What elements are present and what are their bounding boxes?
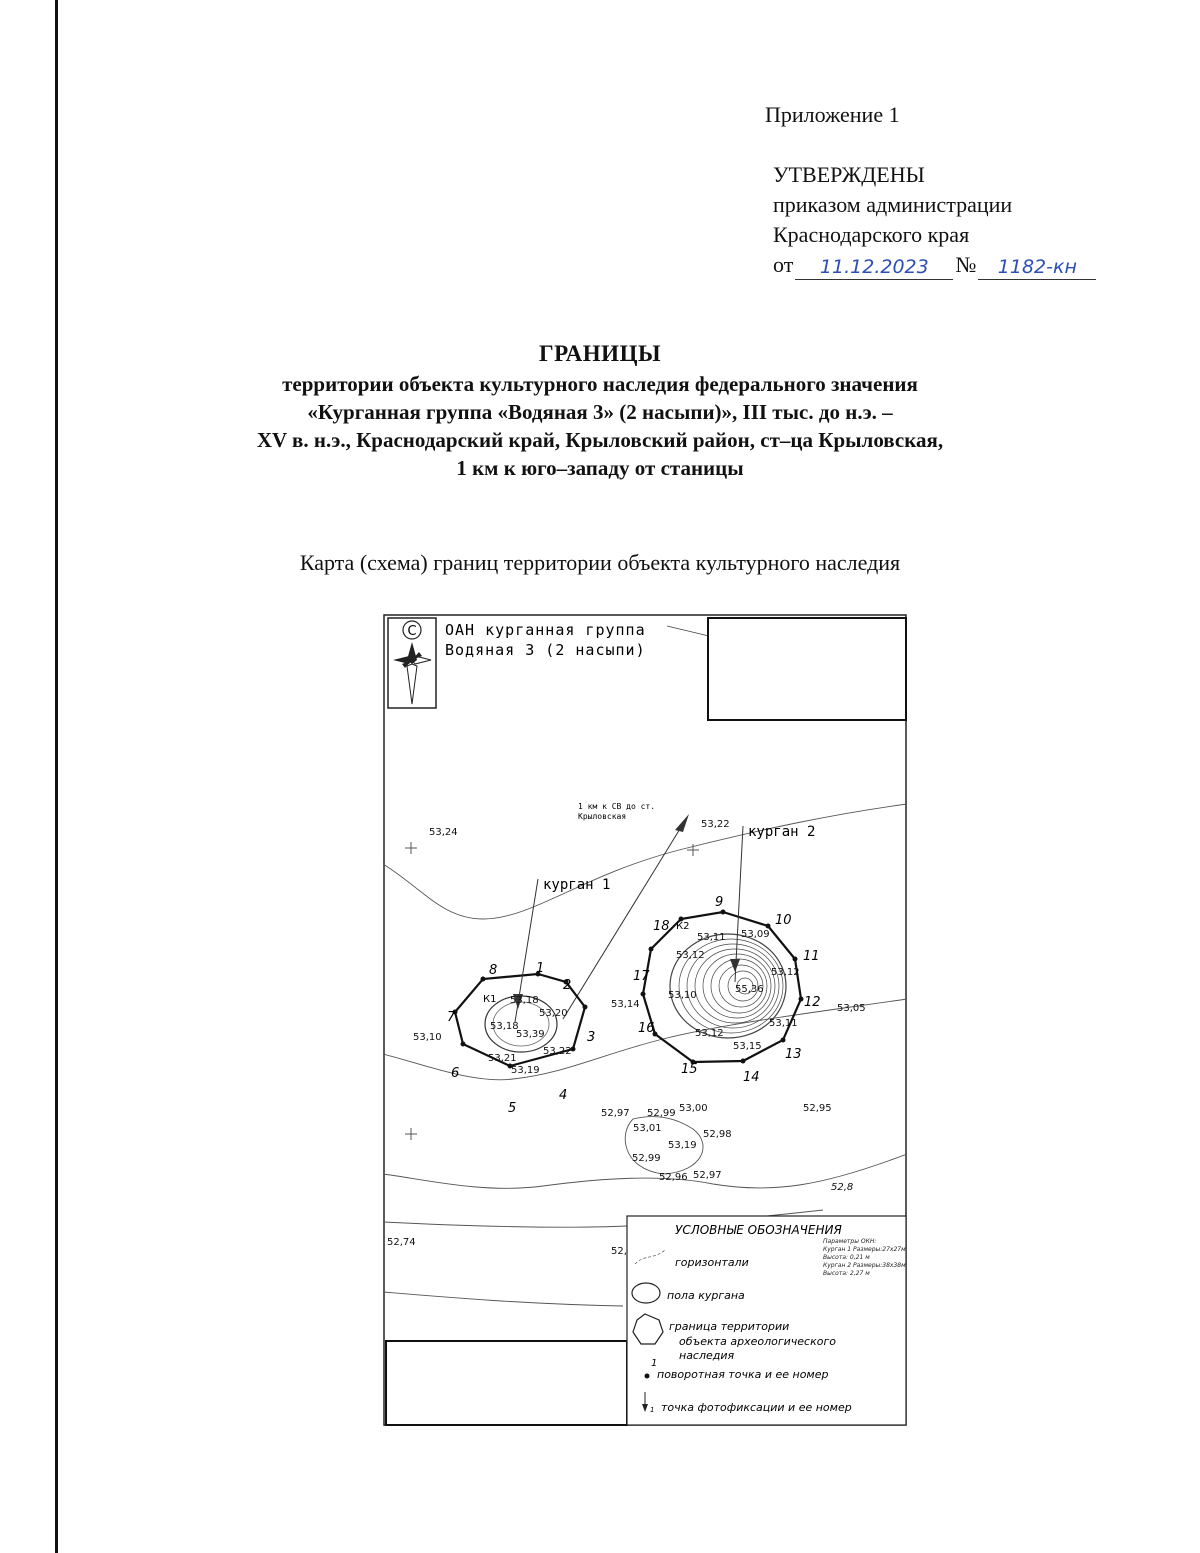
map-stamp-box-bottom <box>386 1341 627 1425</box>
order-number-sign: № <box>955 252 977 277</box>
kurgan-2-point-13: 13 <box>785 1047 802 1062</box>
elevation: 53,10 <box>413 1032 442 1043</box>
elevation: 53,12 <box>676 950 705 961</box>
heading-line-3: XV в. н.э., Краснодарский край, Крыловский район, ст–ца Крыловская, <box>256 428 944 452</box>
direction-note-2: Крыловская <box>578 812 627 821</box>
kurgan-1-point-2: 2 <box>563 978 572 993</box>
kurgan-1-point-3: 3 <box>587 1030 596 1045</box>
approved-label: УТВЕРЖДЕНЫ <box>773 162 925 187</box>
elevation: 53,11 <box>697 932 726 943</box>
kurgan-1-label: курган 1 <box>543 877 611 893</box>
legend-contours: горизонтали <box>675 1256 749 1269</box>
elevation: 53,09 <box>741 929 770 940</box>
kurgan-2-point-12: 12 <box>804 995 821 1010</box>
map-title-line-2: Водяная 3 (2 насыпи) <box>445 641 646 659</box>
order-line <box>773 250 1098 280</box>
legend-param-5: Высота: 2,27 м <box>823 1270 870 1277</box>
elevation: 53,12 <box>771 967 800 978</box>
elevation: 53,15 <box>733 1041 762 1052</box>
map-title-line-1: ОАН курганная группа <box>445 621 646 639</box>
elevation: 53,19 <box>668 1140 697 1151</box>
kurgan-2-point-14: 14 <box>743 1070 760 1085</box>
elevation: 52,99 <box>647 1108 676 1119</box>
document-heading <box>180 338 1020 482</box>
kurgan-2-point-17: 17 <box>633 969 650 984</box>
legend-mound-floor: пола кургана <box>667 1289 745 1302</box>
direction-note-1: 1 км к СВ до ст. <box>578 802 656 811</box>
compass-letter: С <box>407 624 417 639</box>
appendix-label: Приложение 1 <box>765 102 900 127</box>
elevation: 52,98 <box>703 1129 732 1140</box>
map-legend <box>627 1216 906 1425</box>
legend-boundary-1: граница территории <box>669 1320 790 1333</box>
legend-photo-point: точка фотофиксации и ее номер <box>661 1401 852 1414</box>
legend-photo-num: 1 <box>650 1406 655 1414</box>
elevation: 52,97 <box>693 1170 722 1181</box>
approval-block <box>765 100 1098 280</box>
heading-title: ГРАНИЦЫ <box>538 341 662 366</box>
elevation: 53,24 <box>429 827 458 838</box>
elevation: 53,19 <box>511 1065 540 1076</box>
legend-param-3: Высота: 0,21 м <box>823 1254 870 1261</box>
elevation: 52,95 <box>803 1103 832 1114</box>
kurgan-2 <box>633 824 821 1085</box>
elevation: 52,97 <box>601 1108 630 1119</box>
kurgan-1-point-6: 6 <box>451 1066 460 1081</box>
elevation: 53,05 <box>837 1003 866 1014</box>
elevation: 53,12 <box>695 1028 724 1039</box>
kurgan-2-point-9: 9 <box>715 895 724 910</box>
elevation: 52,74 <box>387 1237 416 1248</box>
heading-line-1: территории объекта культурного наследия федерального значения <box>282 372 918 396</box>
elevation: 53,10 <box>668 990 697 1001</box>
elevation: 53,11 <box>769 1018 798 1029</box>
order-date: 11.12.2023 <box>795 255 953 280</box>
kurgan-2-point-11: 11 <box>803 949 820 964</box>
kurgan-2-point-16: 16 <box>638 1021 655 1036</box>
boundary-map <box>383 614 907 1426</box>
order-from-prefix: от <box>773 252 794 277</box>
elevation: 52,96 <box>659 1172 688 1183</box>
kurgan-1-point-4: 4 <box>559 1088 568 1103</box>
legend-title: УСЛОВНЫЕ ОБОЗНАЧЕНИЯ <box>675 1223 842 1237</box>
elevation: 53,39 <box>516 1029 545 1040</box>
map-stamp-box-top <box>708 618 906 720</box>
north-compass-icon <box>388 618 436 708</box>
kurgan-2-point-10: 10 <box>775 913 792 928</box>
elevation: 53,18 <box>510 995 539 1006</box>
approval-line-2: Краснодарского края <box>773 222 970 247</box>
elevation: 53,22 <box>543 1046 572 1057</box>
elevation: 53,20 <box>539 1008 568 1019</box>
elevation: 53,00 <box>679 1103 708 1114</box>
map-subtitle: Карта (схема) границ территории объекта культурного наследия <box>299 550 901 575</box>
kurgan-2-point-18: 18 <box>653 919 670 934</box>
elevation: 53,14 <box>611 999 640 1010</box>
legend-turning-symbol <box>645 1374 650 1379</box>
elevation: 52,99 <box>632 1153 661 1164</box>
kurgan-2-code: К2 <box>676 921 690 932</box>
elevation: 53,01 <box>633 1123 662 1134</box>
kurgan-2-label: курган 2 <box>748 824 816 840</box>
kurgan-1-point-8: 8 <box>489 963 498 978</box>
kurgan-1-point-5: 5 <box>508 1101 517 1116</box>
kurgan-2-point-15: 15 <box>681 1062 698 1077</box>
elevation-marks <box>387 819 866 1257</box>
elevation: 53,22 <box>701 819 730 830</box>
heading-line-4: 1 км к юго–западу от станицы <box>456 456 744 480</box>
left-margin-line <box>55 0 58 1553</box>
legend-param-4: Курган 2 Размеры:38х38м <box>823 1262 906 1269</box>
legend-turning-point: поворотная точка и ее номер <box>657 1368 829 1381</box>
legend-turning-num: 1 <box>651 1358 658 1369</box>
kurgan-1-point-1: 1 <box>536 961 545 976</box>
legend-param-2: Курган 1 Размеры:27х27м <box>823 1246 906 1253</box>
kurgan-1-code: К1 <box>483 994 497 1005</box>
legend-boundary-2: объекта археологического <box>679 1335 836 1348</box>
elevation: 55,36 <box>735 984 764 995</box>
heading-line-2: «Курганная группа «Водяная 3» (2 насыпи)», III тыс. до н.э. – <box>307 400 893 424</box>
elevation: 52, <box>611 1246 627 1257</box>
legend-boundary-3: наследия <box>679 1349 735 1362</box>
contour-label: 52,8 <box>831 1182 854 1193</box>
legend-param-1: Параметры ОКН: <box>823 1238 877 1245</box>
elevation: 53,21 <box>488 1053 517 1064</box>
approval-line-1: приказом администрации <box>773 192 1013 217</box>
boundary-map-svg <box>383 614 907 1426</box>
order-number: 1182-кн <box>978 255 1096 280</box>
kurgan-1-point-7: 7 <box>447 1010 456 1025</box>
elevation: 53,18 <box>490 1021 519 1032</box>
